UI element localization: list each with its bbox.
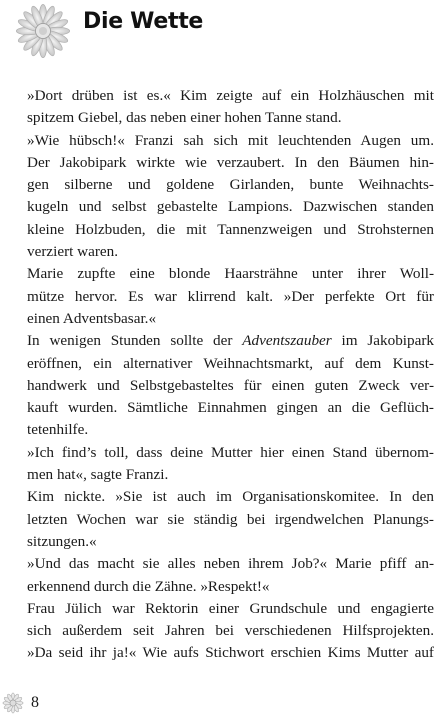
body-text [27, 85, 434, 665]
text-line [27, 330, 434, 352]
text-line: sitzungen.« [27, 532, 97, 550]
text-line: Marie zupfte eine blonde Haarsträhne unter ihrer Woll- [27, 265, 434, 283]
text-segment: im Jakobipark [331, 332, 434, 350]
text-line: sich außerdem seit Jahren bei verschiedenen Hilfsprojekten. [27, 622, 434, 640]
chapter-title: Die Wette [83, 9, 204, 34]
text-line: »Und das macht sie alles neben ihrem Job?« Marie pfiff an- [27, 555, 434, 573]
text-line: kleine Holzbuden, die mit Tannenzweigen und Strohsternen [27, 220, 434, 238]
text-line: einen Adventsbasar.« [27, 309, 157, 327]
text-segment: In wenigen Stunden sollte der [27, 332, 243, 350]
text-line: »Da seid ihr ja!« Wie aufs Stichwort erschien Kims Mutter auf [27, 644, 434, 662]
text-line: »Dort drüben ist es.« Kim zeigte auf ein Holzhäuschen mit [27, 87, 434, 104]
text-line: gen silberne und goldene Girlanden, bunte Weihnachts- [27, 176, 434, 194]
daisy-flower-icon [2, 692, 24, 714]
page-header [0, 0, 438, 58]
text-line: kugeln und selbst gebastelte Lampions. Dazwischen standen [27, 198, 434, 216]
daisy-flower-icon [14, 2, 72, 60]
text-line: tetenhilfe. [27, 421, 89, 439]
text-line: erkennend durch die Zähne. »Respekt!« [27, 577, 270, 595]
text-line: men hat«, sagte Franzi. [27, 466, 169, 484]
text-line: eröffnen, ein alternativer Weihnachtsmarkt, auf dem Kunst- [27, 354, 434, 372]
emphasized-title: Adventszauber [242, 332, 332, 350]
text-line: Frau Jülich war Rektorin einer Grundschule und engagierte [27, 599, 434, 617]
page-number: 8 [31, 694, 39, 711]
text-line: Der Jakobipark wirkte wie verzaubert. In den Bäumen hin- [27, 153, 434, 171]
text-line: handwerk und Selbstgebasteltes für einen guten Zweck ver- [27, 376, 434, 394]
text-line: »Wie hübsch!« Franzi sah sich mit leuchtenden Augen um. [27, 131, 434, 149]
text-line: spitzem Giebel, das neben einer hohen Tanne stand. [27, 109, 342, 127]
text-line: letzten Wochen war sie ständig bei irgendwelchen Planungs- [27, 510, 434, 528]
text-line: Kim nickte. »Sie ist auch im Organisationskomitee. In den [27, 488, 434, 506]
text-line: verziert waren. [27, 243, 119, 261]
text-line: kauft wurden. Sämtliche Einnahmen gingen an die Geflüch- [27, 399, 434, 417]
text-line: mütze hervor. Es war klirrend kalt. »Der perfekte Ort für [27, 287, 434, 305]
text-line: »Ich find’s toll, dass deine Mutter hier einen Stand übernom- [27, 443, 434, 461]
